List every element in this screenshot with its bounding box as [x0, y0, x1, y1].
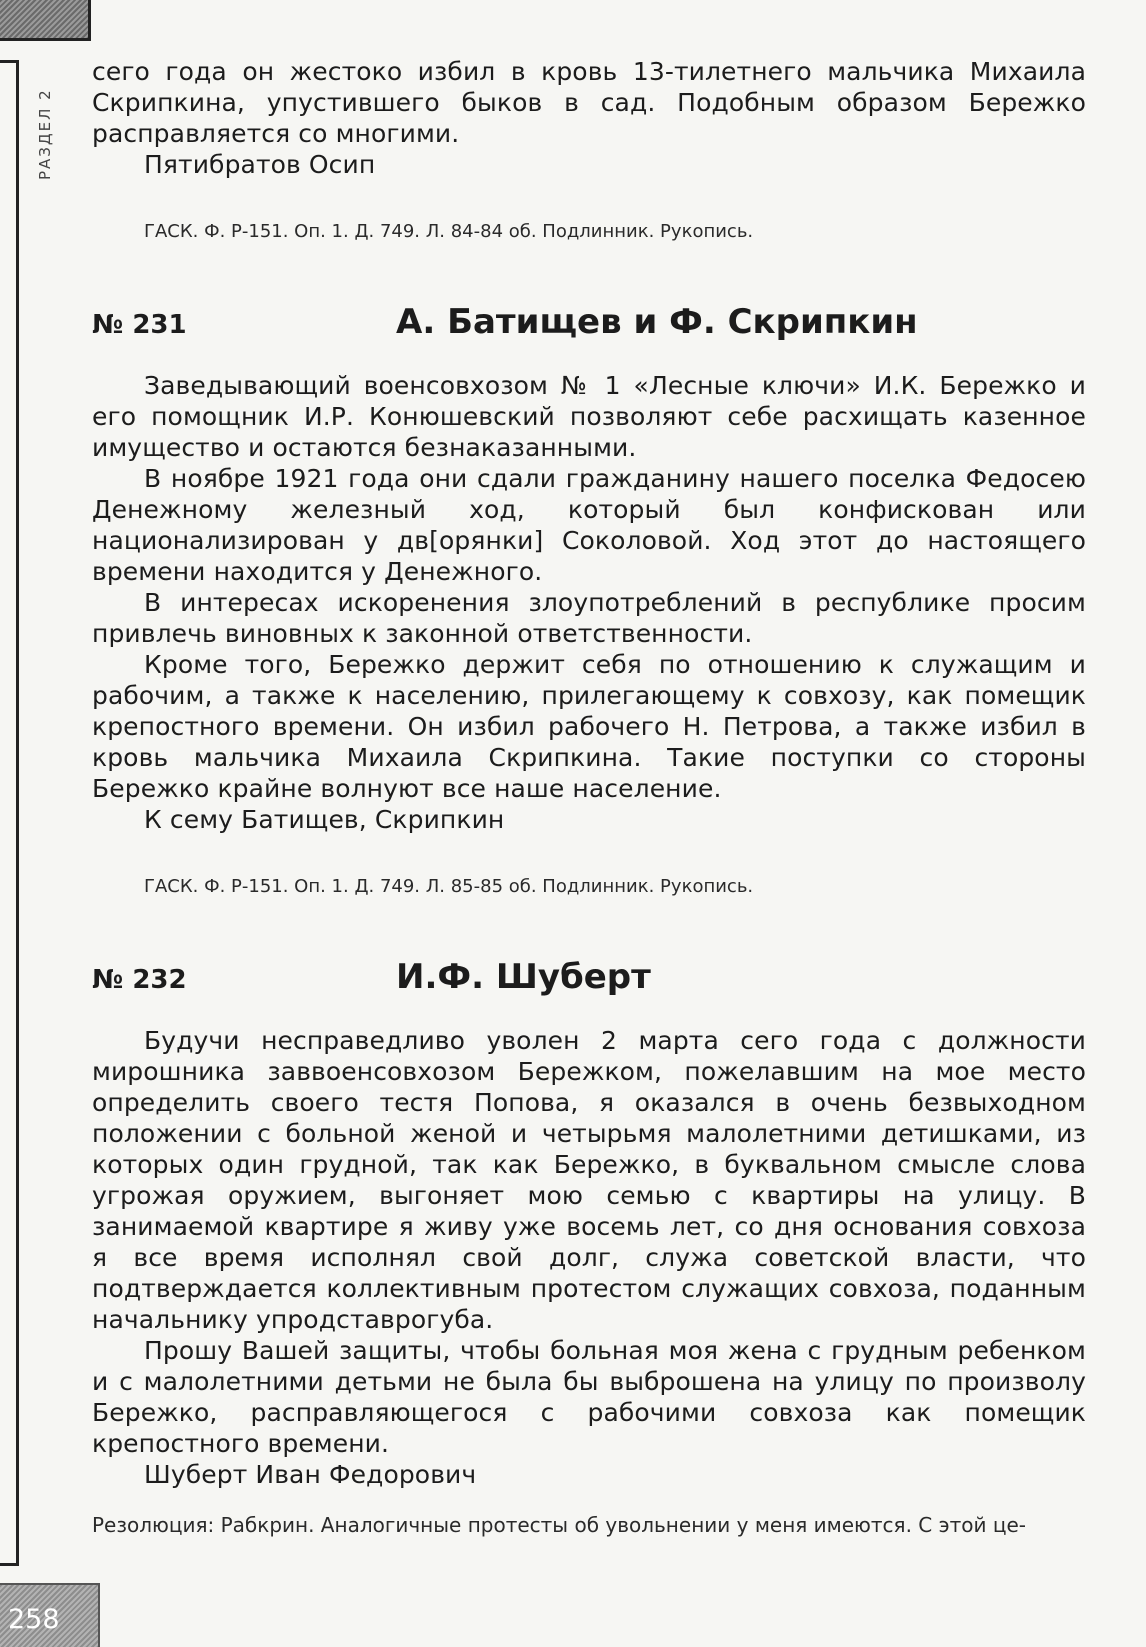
doc-231-paragraph: Заведывающий военсовхозом № 1 «Лесные ключи» И.К. Бережко и его помощник И.Р. Конюшевский позволяют себе расхищать казенное имущество и остаются безнаказанными. [92, 371, 1086, 462]
archive-source: ГАСК. Ф. Р-151. Оп. 1. Д. 749. Л. 84-84 об. Подлинник. Рукопись. [144, 221, 754, 242]
page-content [92, 56, 1086, 1538]
continuation-paragraph: сего года он жестоко избил в кровь 13-тилетнего мальчика Михаила Скрипкина, упустившего быков в сад. Подобным образом Бережко расправляется со многими. [92, 57, 1086, 148]
section-label: РАЗДЕЛ 2 [36, 88, 54, 180]
doc-number: № 232 [92, 965, 187, 995]
side-frame [0, 60, 19, 1566]
doc-title: И.Ф. Шуберт [396, 957, 651, 997]
doc-title: А. Батищев и Ф. Скрипкин [396, 302, 918, 342]
doc-231-paragraph: В ноябре 1921 года они сдали гражданину нашего поселка Федосею Денежному железный ход, который был конфискован или национализирован у дв[орянки] Соколовой. Ход этот до настоящего времени находится у Денежного. [92, 464, 1086, 586]
page-number-box [0, 1583, 100, 1647]
doc-232-paragraph: Прошу Вашей защиты, чтобы больная моя жена с грудным ребенком и с малолетними детьми не была бы выброшена на улицу по произволу Бережко, расправляющегося с рабочими совхоза как помещик крепостного времени. [92, 1336, 1086, 1458]
corner-tab [0, 0, 91, 41]
page-number: 258 [8, 1604, 60, 1635]
archive-source: ГАСК. Ф. Р-151. Оп. 1. Д. 749. Л. 85-85 об. Подлинник. Рукопись. [144, 876, 754, 897]
doc-232-paragraph: Будучи несправедливо уволен 2 марта сего года с должности мирошника заввоенсовхозом Бережком, пожелавшим на мое место определить своего тестя Попова, я оказался в очень безвыходном положении с больной женой и четырьмя малолетними детишками, из которых один грудной, так как Бережко, в буквальном смысле слова угрожая оружием, выгоняет мою семью с квартиры на улицу. В занимаемой квартире я живу уже восемь лет, со дня основания совхоза я все время исполнял свой долг, служа советской власти, что подтверждается коллективным протестом служащих совхоза, поданным начальнику упродставрогуба. [92, 1026, 1086, 1334]
doc-232-header [92, 957, 1086, 1001]
doc-231-paragraph: В интересах искоренения злоупотреблений в республике просим привлечь виновных к законной ответственности. [92, 588, 1086, 648]
doc-231-signature: К сему Батищев, Скрипкин [144, 805, 505, 834]
doc-231-paragraph: Кроме того, Бережко держит себя по отношению к служащим и рабочим, а также к населению, прилегающему к совхозу, как помещик крепостного времени. Он избил рабочего Н. Петрова, а также избил в кровь мальчика Михаила Скрипкина. Такие поступки со стороны Бережко крайне волнуют все наше население. [92, 650, 1086, 803]
resolution-note: Резолюция: Рабкрин. Аналогичные протесты об увольнении у меня имеются. С этой це- [92, 1513, 1026, 1537]
doc-232-signature: Шуберт Иван Федорович [144, 1460, 477, 1489]
doc-number: № 231 [92, 310, 187, 340]
continuation-signature: Пятибратов Осип [144, 150, 376, 179]
doc-231-header [92, 302, 1086, 346]
